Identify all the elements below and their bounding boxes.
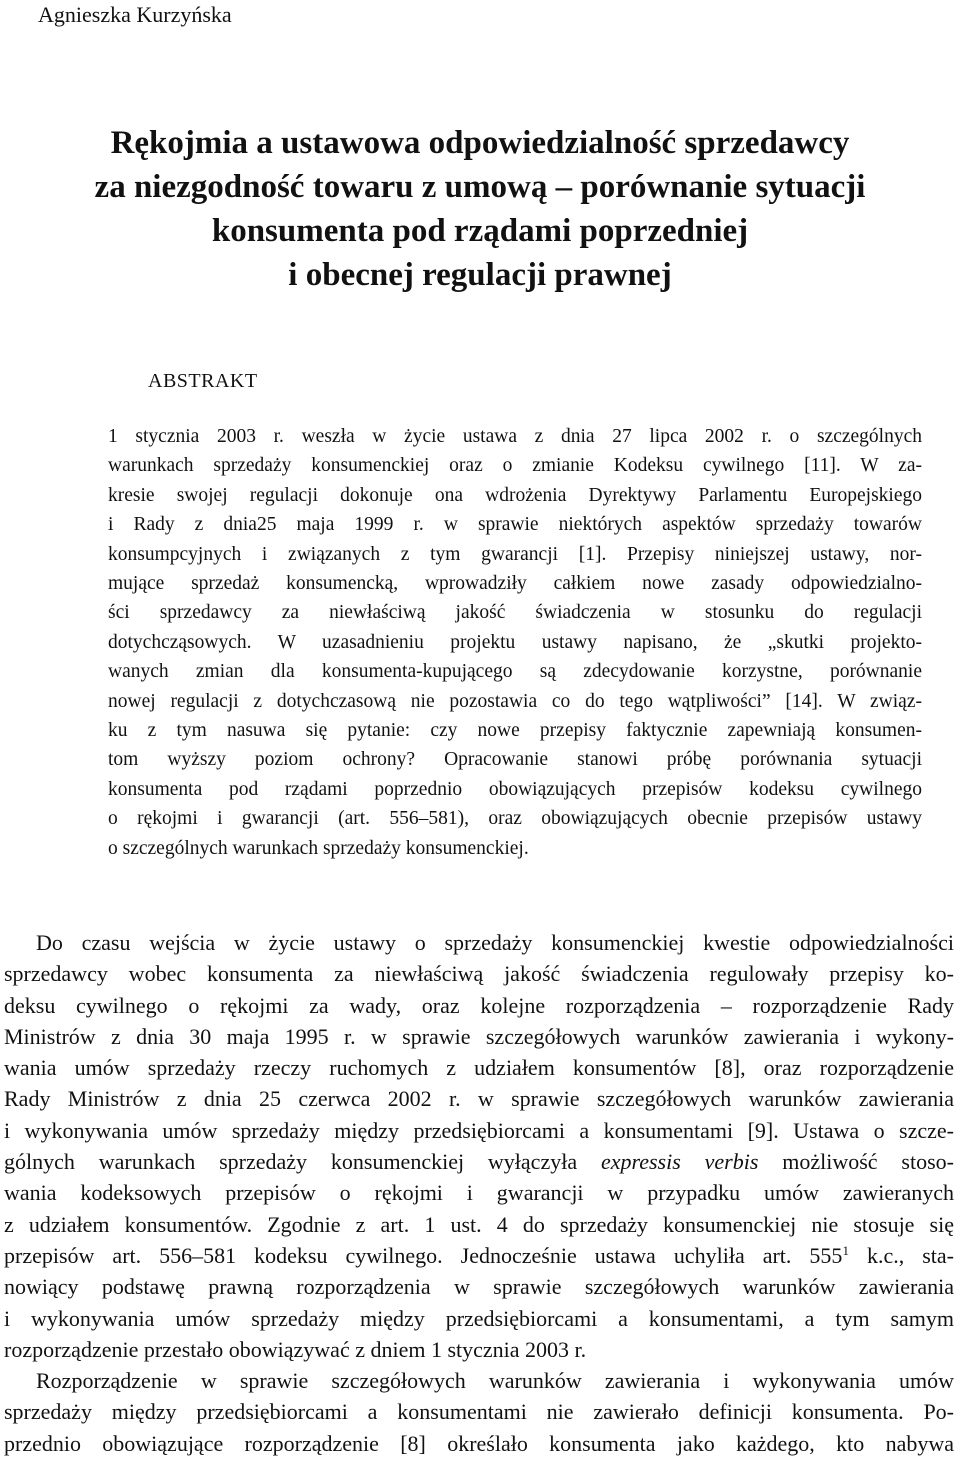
body-line-part: przepisów art. 556–581 kodeksu cywilnego. Jednocześnie ustawa uchyliła art. 555 xyxy=(4,1242,843,1268)
abstract-line: i Rady z dnia25 maja 1999 r. w sprawie niektórych aspektów sprzedaży towarów xyxy=(108,514,922,536)
superscript: 1 xyxy=(842,1242,849,1258)
title-line: Rękojmia a ustawowa odpowiedzialność sprzedawcy xyxy=(110,125,850,161)
body-line-part: możliwość stoso- xyxy=(758,1149,954,1175)
body-line: Do czasu wejścia w życie ustawy o sprzedaży konsumenckiej kwestie odpowiedzialności xyxy=(36,930,954,955)
body-line: przednio obowiązujące rozporządzenie [8] określało konsumenta jako każdego, kto nabywa xyxy=(4,1430,954,1456)
abstract-line: ści sprzedawcy za niewłaściwą jakość świadczenia w stosunku do regulacji xyxy=(108,602,922,624)
body-line xyxy=(4,1146,954,1177)
article-title xyxy=(0,121,960,297)
body-line-part: k.c., sta- xyxy=(848,1242,954,1268)
abstract-line: warunkach sprzedaży konsumenckiej oraz o zmianie Kodeksu cywilnego [11]. W za- xyxy=(108,455,922,477)
body-line: Rozporządzenie w sprawie szczegółowych warunków zawierania i wykonywania umów xyxy=(36,1368,954,1394)
body-line: Ministrów z dnia 30 maja 1995 r. w sprawie szczegółowych warunków zawierania i wykony- xyxy=(4,1023,954,1049)
body-line: i wykonywania umów sprzedaży między przedsiębiorcami a konsumentami, a tym samym xyxy=(4,1305,954,1331)
body-line: sprzedaży między przedsiębiorcami a konsumentami nie zawierało definicji konsumenta. Po- xyxy=(4,1399,954,1425)
abstract-line: nowej regulacji z dotychczasową nie pozostawia co do tego wątpliwości” [14]. W związ- xyxy=(108,690,922,712)
body-line xyxy=(4,1240,954,1271)
body-line: i wykonywania umów sprzedaży między przedsiębiorcami a konsumentami [9]. Ustawa o szcze- xyxy=(4,1117,954,1143)
abstract-line: mujące sprzedaż konsumencką, wprowadziły całkiem nowe zasady odpowiedzialno- xyxy=(108,573,922,595)
body-line: rozporządzenie przestało obowiązywać z dniem 1 stycznia 2003 r. xyxy=(4,1336,587,1362)
body-line-part: gólnych warunkach sprzedaży konsumenckiej wyłączyła xyxy=(4,1149,601,1175)
body-line: Rady Ministrów z dnia 25 czerwca 2002 r. w sprawie szczegółowych warunków zawierania xyxy=(4,1086,954,1112)
title-line: za niezgodność towaru z umową – porównanie sytuacji xyxy=(94,169,866,205)
abstract-line: 1 stycznia 2003 r. weszła w życie ustawa z dnia 27 lipca 2002 r. o szczególnych xyxy=(108,426,922,447)
abstract-line: konsumenta pod rządami poprzednio obowiązujących przepisów kodeksu cywilnego xyxy=(108,778,922,800)
abstract-line: wanych zmian dla konsumenta-kupującego są zdecydowanie korzystne, porównanie xyxy=(108,661,922,683)
body-line: wania umów sprzedaży rzeczy ruchomych z udziałem konsumentów [8], oraz rozporządzenie xyxy=(4,1055,954,1081)
abstract-line: dotychcząsowych. W uzasadnieniu projektu ustawy napisano, że „skutki projekto- xyxy=(108,631,922,653)
abstract-line: konsumpcyjnych i związanych z tym gwarancji [1]. Przepisy niniejszej ustawy, nor- xyxy=(108,543,922,565)
title-line: konsumenta pod rządami poprzedniej xyxy=(211,213,749,249)
body-line: nowiący podstawę prawną rozporządzenia w sprawie szczegółowych warunków zawierania xyxy=(4,1274,954,1300)
abstract-heading: ABSTRAKT xyxy=(148,370,258,392)
abstract-line: o szczególnych warunkach sprzedaży konsumenckiej. xyxy=(108,837,529,859)
body-text xyxy=(4,927,954,1459)
abstract-line: o rękojmi i gwarancji (art. 556–581), oraz obowiązujących obecnie przepisów ustawy xyxy=(108,808,922,830)
body-line: sprzedawcy wobec konsumenta za niewłaściwą jakość świadczenia regulowały przepisy ko- xyxy=(4,961,954,987)
abstract-line: tom wyższy poziom ochrony? Opracowanie stanowi próbę porównania sytuacji xyxy=(108,749,922,771)
title-line: i obecnej regulacji prawnej xyxy=(288,257,672,293)
body-line: wania kodeksowych przepisów o rękojmi i gwarancji w przypadku umów zawieranych xyxy=(4,1180,954,1206)
author-name: Agnieszka Kurzyńska xyxy=(38,2,232,27)
emphasis-text: expressis verbis xyxy=(600,1149,759,1175)
abstract-line: kresie swojej regulacji dokonuje ona wdrożenia Dyrektywy Parlamentu Europejskiego xyxy=(108,484,922,506)
body-line: z udziałem konsumentów. Zgodnie z art. 1 ust. 4 do sprzedaży konsumenckiej nie stosuje się xyxy=(4,1211,954,1237)
body-line: deksu cywilnego o rękojmi za wady, oraz kolejne rozporządzenia – rozporządzenie Rady xyxy=(4,992,954,1018)
abstract-text xyxy=(108,422,922,863)
abstract-line: ku z tym nasuwa się pytanie: czy nowe przepisy faktycznie zapewniają konsumen- xyxy=(108,720,922,742)
